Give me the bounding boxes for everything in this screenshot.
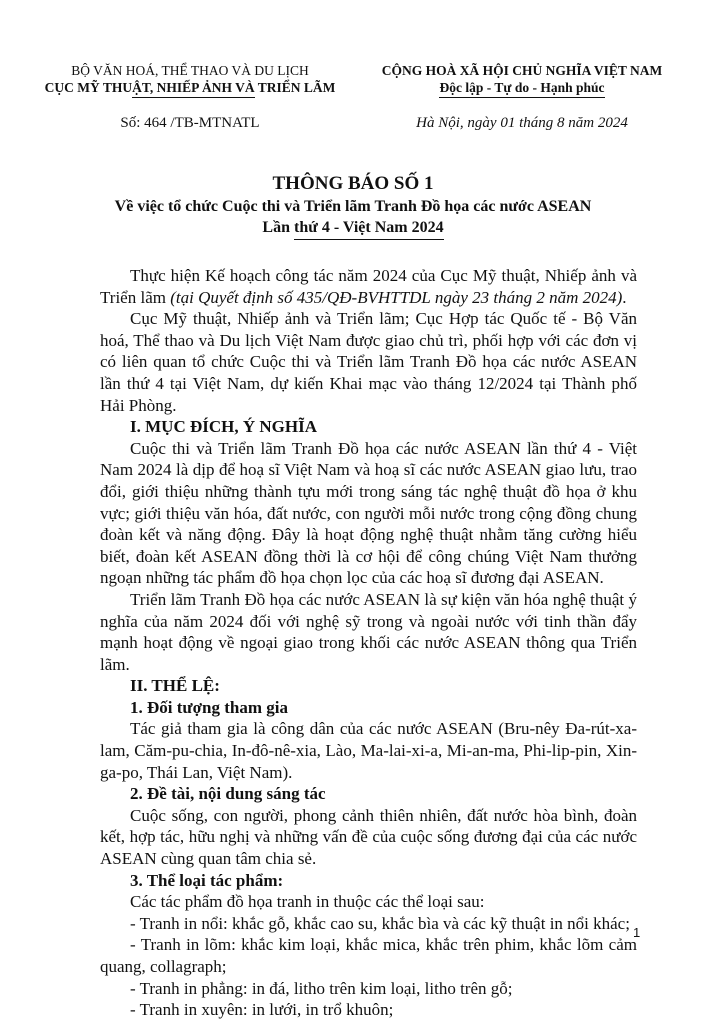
national-motto-text: Độc lập - Tự do - Hạnh phúc [439,79,604,98]
purpose-paragraph-2: Triển lãm Tranh Đồ họa các nước ASEAN là sự kiện văn hóa nghệ thuật ý nghĩa của năm 2024 đối với nghệ sỹ trong và ngoài nước với tinh thần đẩy mạnh hoạt động về ngoại giao trong khối các nước ASEAN thông qua Triển lãm. [100,589,637,674]
categories-intro: Các tác phẩm đồ họa tranh in thuộc các thể loại sau: [130,892,485,912]
category-item: - Tranh in nổi: khắc gỗ, khắc cao su, khắc bìa và các kỹ thuật in nổi khác; [130,913,630,933]
themes-paragraph: Cuộc sống, con người, phong cảnh thiên nhiên, đất nước hòa bình, đoàn kết, hợp tác, hữu nghị và những vấn đề của cuộc sống đương đại của các nước ASEAN cùng quan tâm chia sẻ. [100,805,637,869]
document-title: THÔNG BÁO SỐ 1 [272,173,434,194]
category-item: - Tranh in xuyên: in lưới, in trổ khuôn; [130,1000,394,1020]
intro-paragraph-1 [100,265,637,308]
document-title-block [0,172,706,240]
department-name-part: TRIỂN LÃM [254,80,336,95]
subheading-categories: 3. Thể loại tác phẩm: [130,870,284,890]
national-motto [372,79,672,98]
subheading-participants: 1. Đối tượng tham gia [130,697,288,717]
intro-citation: (tại Quyết định số 435/QĐ-BVHTTDL ngày 23 tháng 2 năm 2024) [170,287,623,307]
section-heading-rules: II. THỂ LỆ: [130,676,220,696]
department-name [40,79,340,98]
section-heading-purpose: I. MỤC ĐÍCH, Ý NGHĨA [130,417,317,437]
department-name-underlined: ẬT, NHIẾP ẢNH VÀ [132,79,255,98]
participants-paragraph: Tác giả tham gia là công dân của các nước ASEAN (Bru-nêy Đa-rút-xa-lam, Căm-pu-chia, In-đô-nê-xia, Lào, Ma-lai-xi-a, Mi-an-ma, Phi-lip-pin, Xin-ga-po, Thái Lan, Việt Nam). [100,719,637,782]
issuing-agency-block [40,62,340,98]
edition-underlined: thứ 4 - Việt Nam 2024 [294,217,444,240]
page-number: 1 [633,925,641,940]
document-subtitle: Về việc tổ chức Cuộc thi và Triển lãm Tranh Đồ họa các nước ASEAN [114,198,592,215]
category-item: - Tranh in phẳng: in đá, litho trên kim loại, litho trên gỗ; [130,978,513,998]
subheading-themes: 2. Đề tài, nội dung sáng tác [130,784,326,804]
department-name-part: CỤC MỸ THU [44,80,133,95]
country-name: CỘNG HOÀ XÃ HỘI CHỦ NGHĨA VIỆT NAM [381,63,663,78]
intro-paragraph-2: Cục Mỹ thuật, Nhiếp ảnh và Triển lãm; Cục Hợp tác Quốc tế - Bộ Văn hoá, Thể thao và Du lịch Việt Nam được giao chủ trì, phối hợp với các đơn vị có liên quan tổ chức Cuộc thi và Triển lãm Tranh Đồ họa các nước ASEAN lần thứ 4 tại Việt Nam, dự kiến Khai mạc vào tháng 12/2024 tại Thành phố Hải Phòng. [100,309,637,415]
category-item: - Tranh in lõm: khắc kim loại, khắc mica, khắc trên phim, khắc lõm cảm quang, collagraph; [100,935,637,976]
intro-text: Thực hiện Kế hoạch công tác năm 2024 của Cục Mỹ thuật, Nhiếp ảnh và Triển lãm [100,266,637,307]
national-title-block [372,62,672,98]
document-edition [0,217,706,240]
purpose-paragraph-1: Cuộc thi và Triển lãm Tranh Đồ họa các nước ASEAN lần thứ 4 - Việt Nam 2024 là dịp để hoạ sĩ Việt Nam và hoạ sĩ các nước ASEAN giao lưu, trao đổi, giới thiệu những thành tựu mới trong sáng tác nghệ thuật đồ họa ở khu vực; giới thiệu văn hóa, đất nước, con người mỗi nước trong cộng đồng chung đoàn kết và năng động. Đây là hoạt động nghệ thuật nhằm tăng cường hiểu biết, đoàn kết ASEAN đồng thời là cơ hội để công chúng Việt Nam thưởng ngoạn những tác phẩm đồ họa chọn lọc của các hoạ sĩ đương đại ASEAN. [100,438,637,588]
place-date: Hà Nội, ngày 01 tháng 8 năm 2024 [416,115,628,131]
intro-end: . [622,287,627,307]
ministry-name: BỘ VĂN HOÁ, THỂ THAO VÀ DU LỊCH [71,63,309,78]
document-body [100,265,637,1021]
edition-prefix: Lần [262,219,294,236]
document-number: Số: 464 /TB-MTNATL [120,115,260,131]
